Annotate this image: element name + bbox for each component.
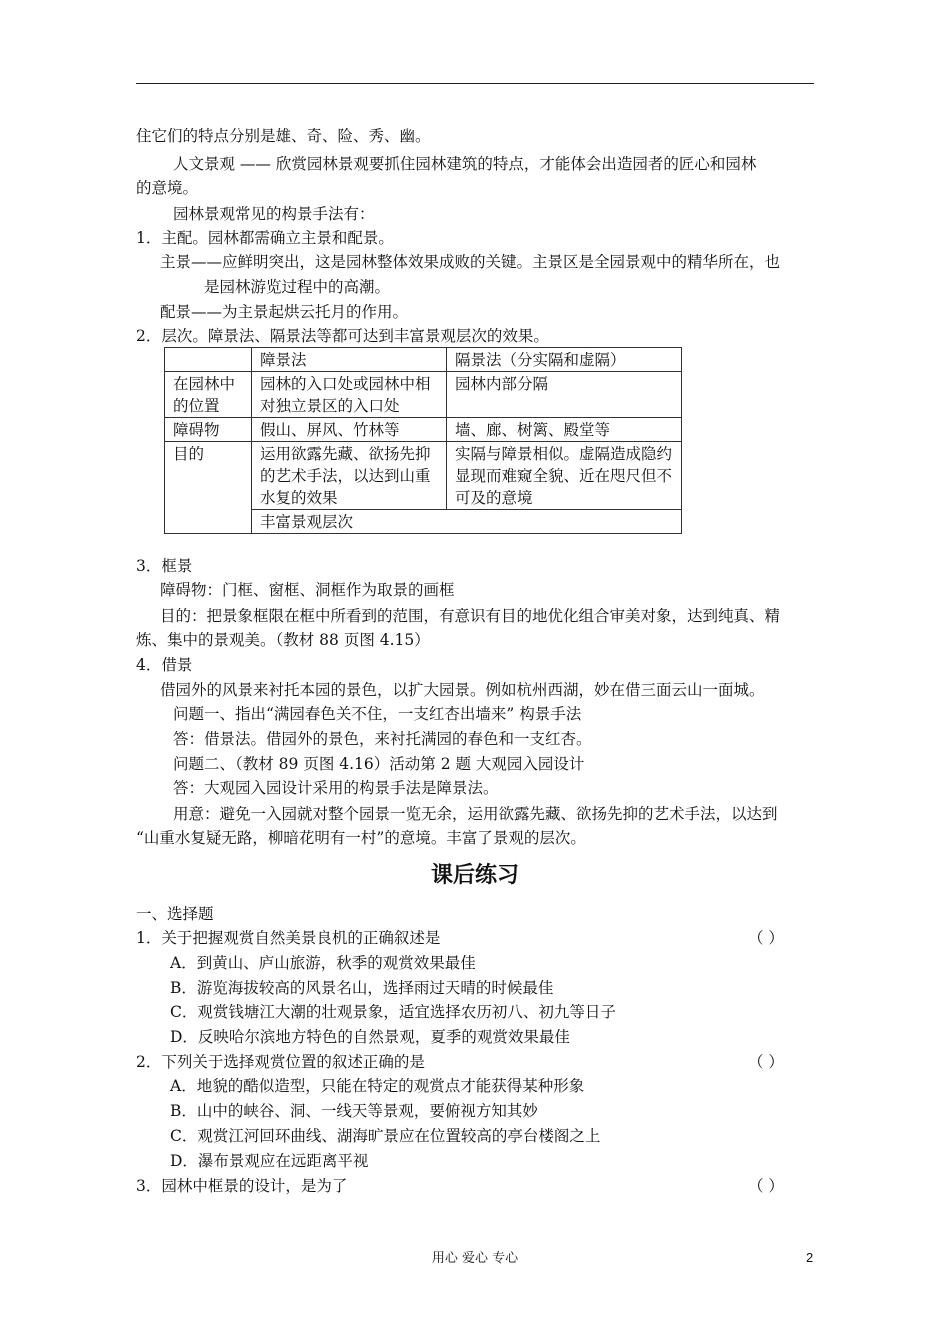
- text-line: 问题二、（教材 89 页图 4.16）活动第 2 题 大观园入园设计: [173, 755, 585, 773]
- question: 2．下列关于选择观赏位置的叙述正确的是: [136, 1053, 425, 1071]
- text-line: 炼、集中的景观美。（教材 88 页图 4.15）: [136, 631, 430, 649]
- table-merged-cell: 丰富景观层次: [252, 510, 682, 534]
- footer-text: 用心 爱心 专心: [431, 1251, 519, 1266]
- option: C．观赏钱塘江大潮的壮观景象，适宜选择农历初八、初九等日子: [170, 1003, 616, 1021]
- table-cell: 园林内部分隔: [447, 372, 682, 418]
- page-number: 2: [806, 1250, 814, 1265]
- option: D．反映哈尔滨地方特色的自然景观，夏季的观赏效果最佳: [170, 1028, 570, 1046]
- answer-blank: （ ）: [748, 1177, 784, 1195]
- comparison-table: [164, 347, 682, 534]
- table-row: [165, 372, 682, 418]
- text-line: 问题一、指出“满园春色关不住，一支红杏出墙来” 构景手法: [173, 705, 582, 723]
- section-subtitle: 一、选择题: [136, 905, 214, 923]
- question: 1．关于把握观赏自然美景良机的正确叙述是: [136, 929, 441, 947]
- option: C．观赏江河回环曲线、湖海旷景应在位置较高的亭台楼阁之上: [170, 1127, 601, 1145]
- table-cell: 墙、廊、树篱、殿堂等: [447, 418, 682, 442]
- text-line: 目的：把景象框限在框中所看到的范围，有意识有目的地优化组合审美对象，达到纯真、精: [160, 607, 781, 625]
- answer-blank: （ ）: [748, 1053, 784, 1071]
- text-line: 园林景观常见的构景手法有：: [173, 205, 375, 223]
- text-line: 答：大观园入园设计采用的构景手法是障景法。: [173, 779, 499, 797]
- section-title: 课后练习: [430, 863, 519, 888]
- option: B．山中的峡谷、洞、一线天等景观，要俯视方知其妙: [170, 1102, 538, 1120]
- text-line: 是园林游览过程中的高潮。: [204, 278, 391, 296]
- list-item-heading: 1．主配。园林都需确立主景和配景。: [136, 229, 394, 247]
- table-header-zhangjing: 障景法: [252, 348, 447, 372]
- table-cell: 假山、屏风、竹林等: [252, 418, 447, 442]
- table-cell: 运用欲露先藏、欲扬先抑的艺术手法，以达到山重水复的效果: [252, 442, 447, 510]
- text-line: 用意：避免一入园就对整个园景一览无余，运用欲露先藏、欲扬先抑的艺术手法，以达到: [173, 805, 778, 823]
- table-row: [165, 418, 682, 442]
- table-cell: 实隔与障景相似。虚隔造成隐约显现而难窥全貌、近在咫尺但不可及的意境: [447, 442, 682, 510]
- table-row-label: 在园林中的位置: [165, 372, 252, 418]
- table-cell: 园林的入口处或园林中相对独立景区的入口处: [252, 372, 447, 418]
- list-item-heading: 2．层次。障景法、隔景法等都可达到丰富景观层次的效果。: [136, 327, 549, 345]
- answer-blank: （ ）: [748, 929, 784, 947]
- option: A．到黄山、庐山旅游，秋季的观赏效果最佳: [170, 954, 476, 972]
- table-row: [165, 442, 682, 510]
- table-header-gejing: 隔景法（分实隔和虚隔）: [447, 348, 682, 372]
- text-line: 借园外的风景来衬托本园的景色，以扩大园景。例如杭州西湖，妙在借三面云山一面城。: [160, 681, 765, 699]
- text-line: 人文景观 —— 欣赏园林景观要抓住园林建筑的特点，才能体会出造园者的匠心和园林: [173, 155, 757, 173]
- list-item-heading: 4．借景: [136, 656, 193, 674]
- header-rule: [136, 83, 814, 84]
- text-line: 主景——应鲜明突出，这是园林整体效果成败的关键。主景区是全园景观中的精华所在，也: [160, 253, 781, 271]
- text-line: 住它们的特点分别是雄、奇、险、秀、幽。: [136, 127, 431, 145]
- table-row-label: 障碍物: [165, 418, 252, 442]
- text-line: 配景——为主景起烘云托月的作用。: [160, 303, 409, 321]
- text-line: 答：借景法。借园外的景色，来衬托满园的春色和一支红杏。: [173, 730, 592, 748]
- text-line: 的意境。: [136, 179, 199, 197]
- table-cell: [165, 348, 252, 372]
- list-item-heading: 3．框景: [136, 557, 193, 575]
- option: D．瀑布景观应在远距离平视: [170, 1152, 369, 1170]
- question: 3．园林中框景的设计，是为了: [136, 1177, 348, 1195]
- option: A．地貌的酷似造型，只能在特定的观赏点才能获得某种形象: [170, 1077, 585, 1095]
- table-row-label: 目的: [165, 442, 252, 534]
- table-row: [165, 348, 682, 372]
- option: B．游览海拔较高的风景名山，选择雨过天晴的时候最佳: [170, 979, 554, 997]
- text-line: 障碍物：门框、窗框、洞框作为取景的画框: [160, 581, 455, 599]
- text-line: “山重水复疑无路，柳暗花明有一村”的意境。丰富了景观的层次。: [136, 829, 586, 847]
